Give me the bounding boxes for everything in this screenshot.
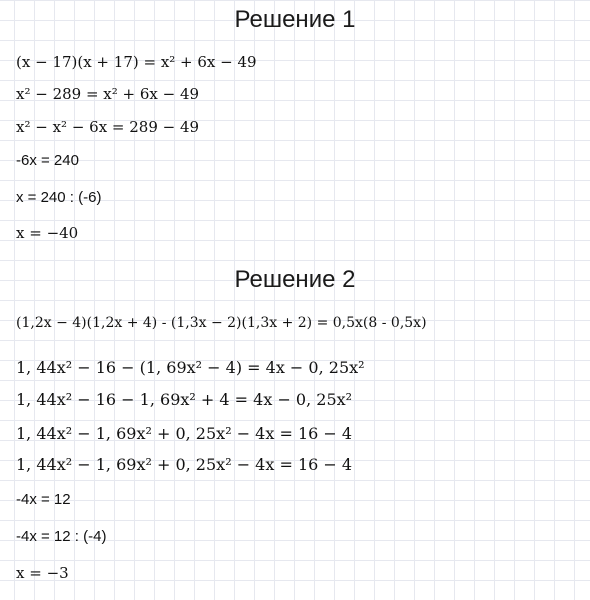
solution-2-line-1: (1,2x − 4)(1,2x + 4) - (1,3x − 2)(1,3x + 2) = 0,5x(8 - 0,5x) — [16, 315, 427, 331]
solution-1-line-2: x² − 289 = x² + 6x − 49 — [16, 85, 200, 103]
solution-1-heading: Решение 1 — [234, 6, 356, 33]
solution-1-line-1: (x − 17)(x + 17) = x² + 6x − 49 — [16, 53, 257, 71]
solution-2-line-7: -4x = 12 : (-4) — [16, 528, 107, 545]
solution-2-line-4: 1, 44x² − 1, 69x² + 0, 25x² − 4x = 16 − 4 — [16, 424, 353, 443]
solution-2-line-8: x = −3 — [16, 564, 69, 582]
solution-2-line-3: 1, 44x² − 16 − 1, 69x² + 4 = 4x − 0, 25x² — [16, 390, 353, 409]
solution-1-line-3: x² − x² − 6x = 289 − 49 — [16, 118, 200, 136]
solution-1-line-6: x = −40 — [16, 224, 79, 242]
solution-2-line-5: 1, 44x² − 1, 69x² + 0, 25x² − 4x = 16 − 4 — [16, 455, 353, 474]
solution-1-line-5: x = 240 : (-6) — [16, 189, 102, 206]
solution-2-heading: Решение 2 — [234, 266, 356, 293]
solution-1-line-4: -6x = 240 — [16, 152, 79, 169]
solution-2-line-2: 1, 44x² − 16 − (1, 69x² − 4) = 4x − 0, 25x² — [16, 358, 365, 377]
solution-2-line-6: -4x = 12 — [16, 491, 71, 508]
